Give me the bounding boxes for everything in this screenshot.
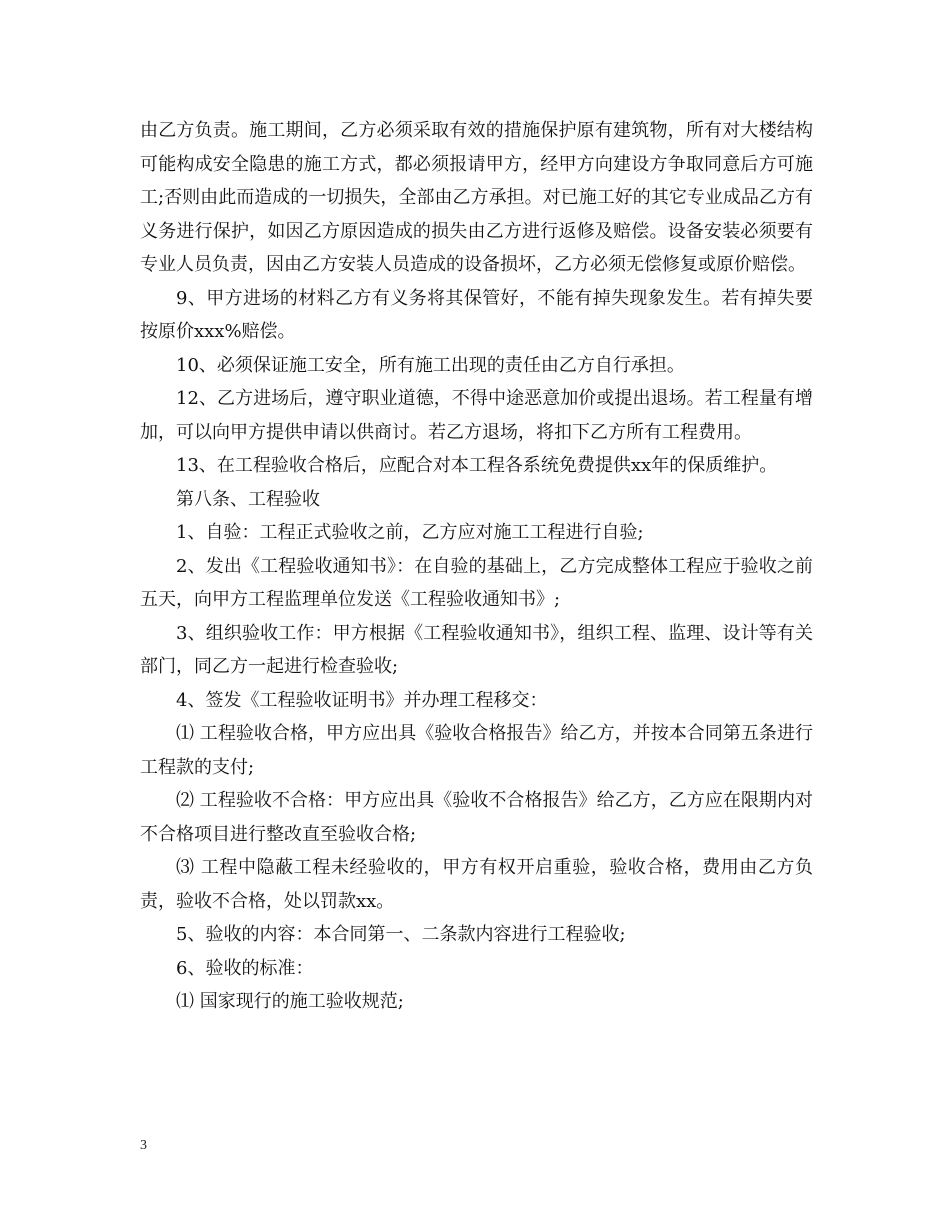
list-item: ⑴ 工程验收合格，甲方应出具《验收合格报告》给乙方，并按本合同第五条进行工程款的支付; xyxy=(140,723,813,778)
paragraph: 9、甲方进场的材料乙方有义务将其保管好，不能有掉失现象发生。若有掉失要按原价xxx%赔偿。 xyxy=(140,287,813,342)
section-heading: 第八条、工程验收 xyxy=(176,488,320,510)
page-number: 3 xyxy=(140,1138,147,1153)
paragraph: 2、发出《工程验收通知书》：在自验的基础上，乙方完成整体工程应于验收之前五天，向甲方工程监理单位发送《工程验收通知书》; xyxy=(140,555,813,610)
list-item: ⑵ 工程验收不合格：甲方应出具《验收不合格报告》给乙方，乙方应在限期内对不合格项目进行整改直至验收合格; xyxy=(140,790,813,845)
list-item: ⑴ 国家现行的施工验收规范; xyxy=(176,991,404,1012)
paragraph: 4、签发《工程验收证明书》并办理工程移交： xyxy=(176,689,548,711)
paragraph: 10、必须保证施工安全，所有施工出现的责任由乙方自行承担。 xyxy=(176,354,685,376)
paragraph: 1、自验：工程正式验收之前，乙方应对施工工程进行自验; xyxy=(176,522,644,543)
paragraph: 12、乙方进场后，遵守职业道德，不得中途恶意加价或提出退场。若工程量有增加，可以向甲方提供申请以供商讨。若乙方退场，将扣下乙方所有工程费用。 xyxy=(140,388,813,443)
paragraph: 3、组织验收工作：甲方根据《工程验收通知书》，组织工程、监理、设计等有关部门，同乙方一起进行检查验收; xyxy=(140,622,813,677)
list-item: ⑶ 工程中隐蔽工程未经验收的，甲方有权开启重验，验收合格，费用由乙方负责，验收不合格，处以罚款xx。 xyxy=(140,857,813,912)
paragraph: 由乙方负责。施工期间，乙方必须采取有效的措施保护原有建筑物，所有对大楼结构可能构成安全隐患的施工方式，都必须报请甲方，经甲方向建设方争取同意后方可施工;否则由此而造成的一切损失，全部由乙方承担。对已施工好的其它专业成品乙方有义务进行保护，如因乙方原因造成的损失由乙方进行返修及赔偿。设备安装必须要有专业人员负责，因由乙方安装人员造成的设备损坏，乙方必须无偿修复或原价赔偿。 xyxy=(140,120,813,275)
paragraph: 5、验收的内容：本合同第一、二条款内容进行工程验收; xyxy=(176,924,626,945)
paragraph: 6、验收的标准： xyxy=(176,957,314,979)
document-page xyxy=(140,114,813,1019)
paragraph: 13、在工程验收合格后，应配合对本工程各系统免费提供xx年的保质维护。 xyxy=(176,455,778,476)
